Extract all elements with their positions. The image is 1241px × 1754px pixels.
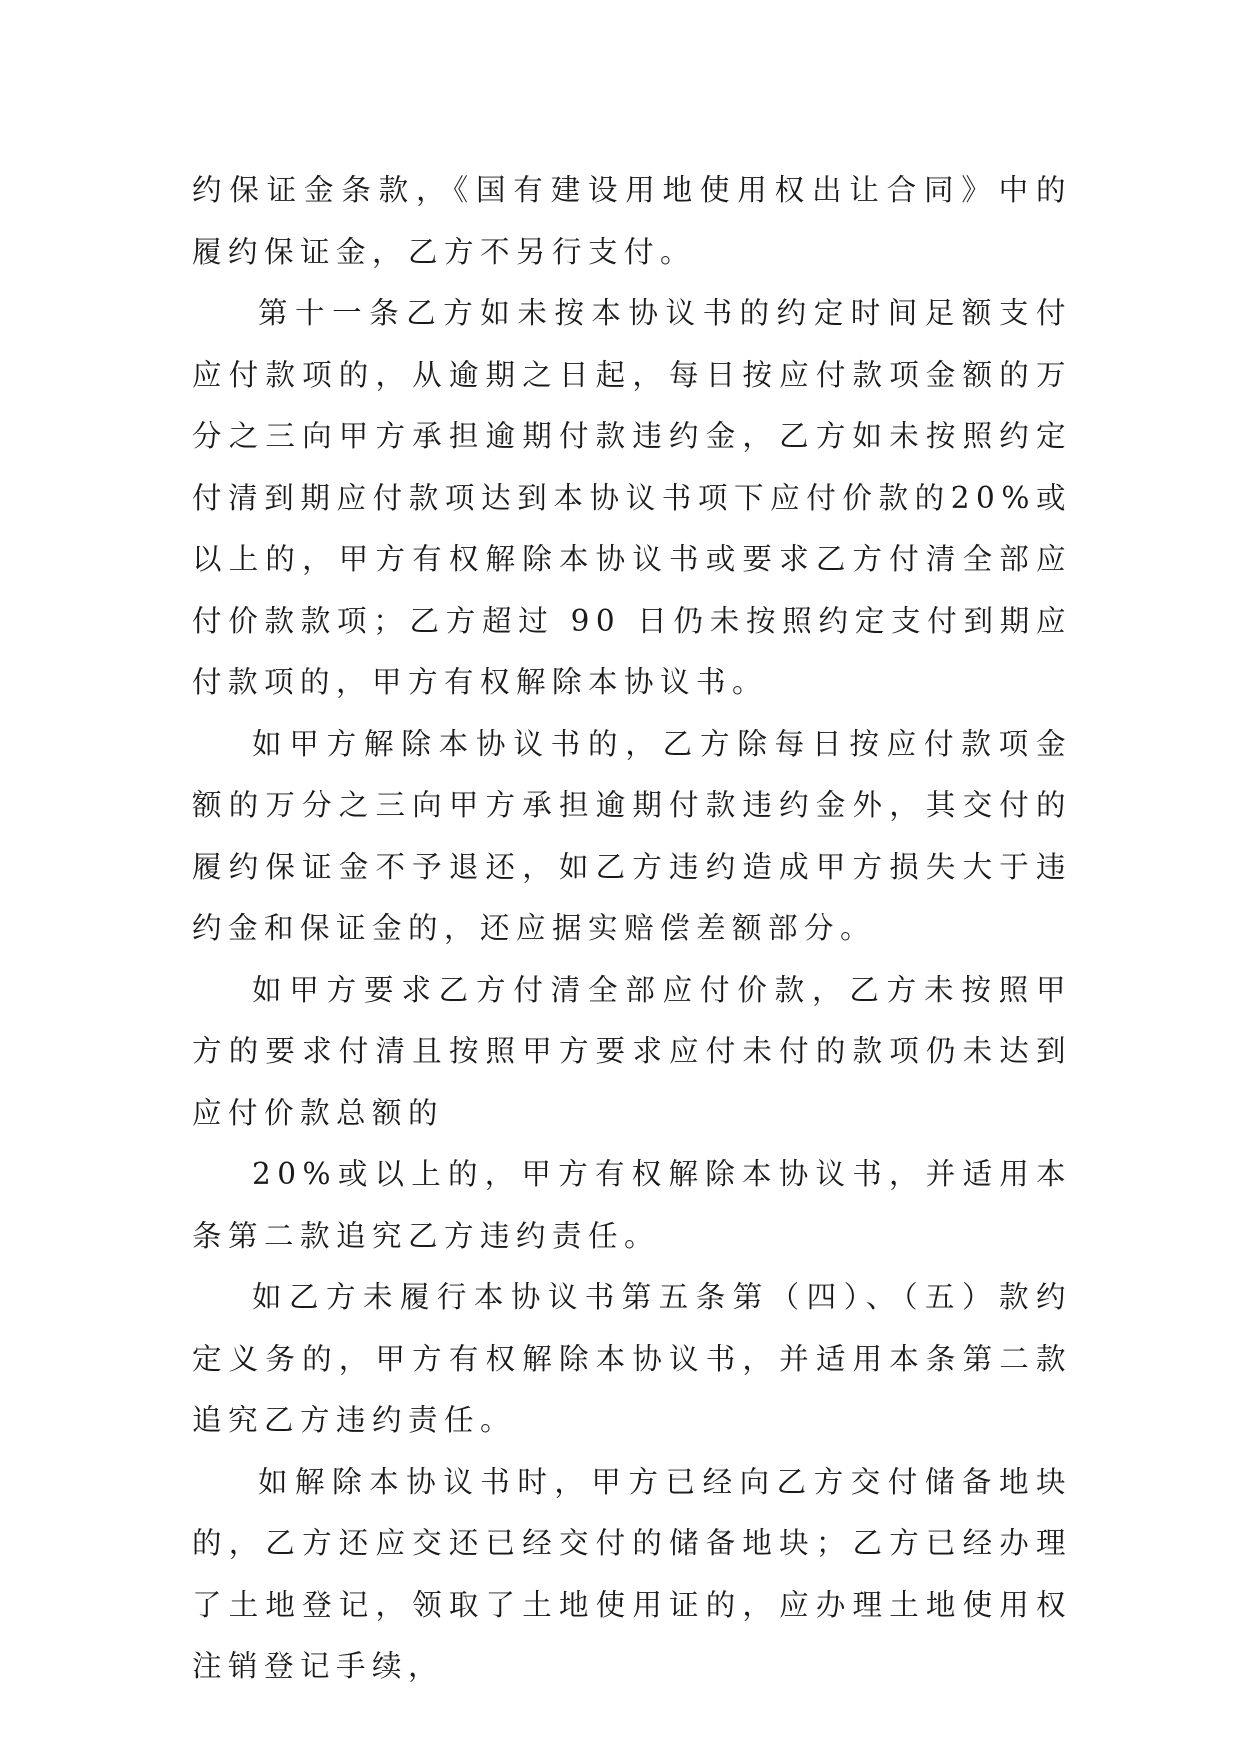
paragraph-article-11: 第十一条乙方如未按本协议书的约定时间足额支付应付款项的，从逾期之日起，每日按应付款项金额的万分之三向甲方承担逾期付款违约金，乙方如未按照约定付清到期应付款项达到本协议书项下应付价款的20%或以上的，甲方有权解除本协议书或要求乙方付清全部应付价款款项；乙方超过 90 日仍未按照约定支付到期应付款项的，甲方有权解除本协议书。 [192,296,1072,699]
paragraph-land-return: 如解除本协议书时，甲方已经向乙方交付储备地块的，乙方还应交还已经交付的储备地块；乙方已经办理了土地登记，领取了土地使用证的，应办理土地使用权注销登记手续， [192,1464,1072,1683]
paragraph-continuation: 约保证金条款，《国有建设用地使用权出让合同》中的履约保证金，乙方不另行支付。 [192,173,1072,269]
paragraph-twenty-percent: 20%或以上的，甲方有权解除本协议书，并适用本条第二款追究乙方违约责任。 [192,1157,1072,1253]
document-body [192,160,1072,1698]
paragraph-article-5-obligations: 如乙方未履行本协议书第五条第（四）、（五）款约定义务的，甲方有权解除本协议书，并适用本条第二款追究乙方违约责任。 [192,1280,1072,1437]
paragraph-full-payment-demand: 如甲方要求乙方付清全部应付价款，乙方未按照甲方的要求付清且按照甲方要求应付未付的款项仍未达到应付价款总额的 [192,972,1072,1130]
paragraph-termination-by-party-a: 如甲方解除本协议书的，乙方除每日按应付款项金额的万分之三向甲方承担逾期付款违约金外，其交付的履约保证金不予退还，如乙方违约造成甲方损失大于违约金和保证金的，还应据实赔偿差额部分。 [192,726,1072,945]
